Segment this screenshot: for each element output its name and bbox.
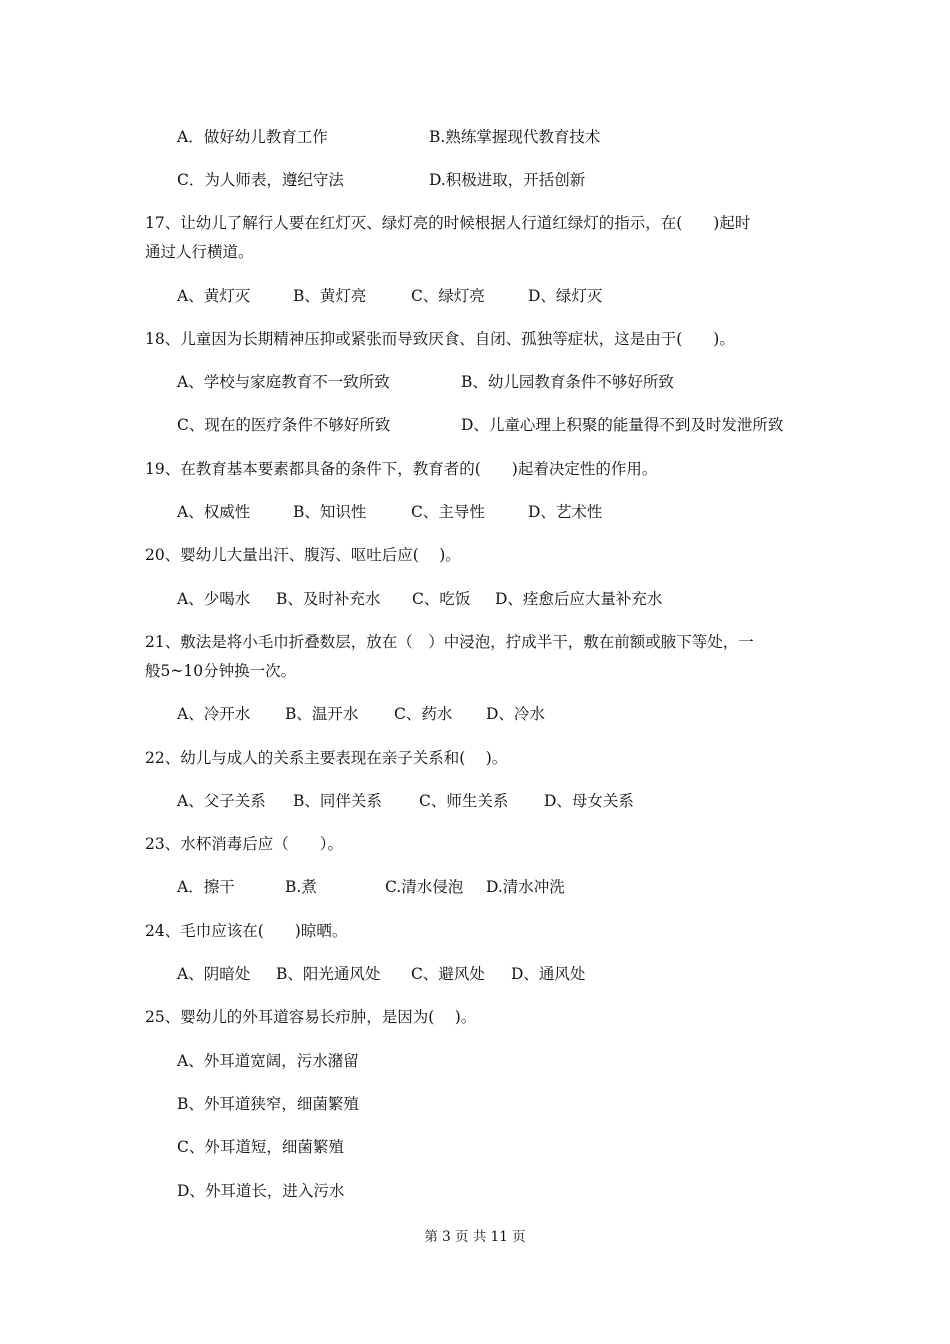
q25-option-c: C、外耳道短，细菌繁殖: [177, 1138, 344, 1156]
q25-option-b: B、外耳道狭窄，细菌繁殖: [177, 1095, 359, 1113]
q19-text: 19、在教育基本要素都具备的条件下，教育者的( )起着决定性的作用。: [145, 460, 658, 478]
q20-option-b: B、及时补充水: [276, 590, 381, 608]
q24-option-c: C、避风处: [411, 965, 485, 983]
q20-text: 20、婴幼儿大量出汗、腹泻、呕吐后应( )。: [145, 546, 461, 564]
q21-option-c: C、药水: [394, 705, 453, 723]
q22-text: 22、幼儿与成人的关系主要表现在亲子关系和( )。: [145, 749, 508, 767]
q20-option-d: D、痊愈后应大量补充水: [495, 590, 663, 608]
q24-text: 24、毛巾应该在( )晾晒。: [145, 922, 348, 940]
q23-option-c: C.清水侵泡: [385, 878, 464, 896]
q21-option-b: B、温开水: [285, 705, 359, 723]
q24-option-a: A、阴暗处: [177, 965, 251, 983]
q21-text-line-2: 般5~10分钟换一次。: [145, 662, 297, 680]
q18-option-c: C、现在的医疗条件不够好所致: [177, 416, 391, 434]
q21-text-line-1: 21、敷法是将小毛巾折叠数层，放在（ ）中浸泡，拧成半干，敷在前额或腋下等处，一: [145, 633, 754, 651]
q23-option-b: B.煮: [285, 878, 317, 896]
q21-option-a: A、冷开水: [177, 705, 251, 723]
q19-option-a: A、权威性: [177, 503, 251, 521]
q23-text: 23、水杯消毒后应（ ）。: [145, 835, 343, 853]
q23-option-d: D.清水冲洗: [486, 878, 565, 896]
q22-option-c: C、师生关系: [419, 792, 509, 810]
q22-option-a: A、父子关系: [177, 792, 266, 810]
q16-option-a: A．做好幼儿教育工作: [177, 128, 328, 146]
q18-option-b: B、幼儿园教育条件不够好所致: [461, 373, 674, 391]
q22-option-d: D、母女关系: [544, 792, 634, 810]
q20-option-c: C、吃饭: [412, 590, 471, 608]
page-number: 第 3 页 共 11 页: [424, 1229, 526, 1245]
q16-option-c: C．为人师表，遵纪守法: [177, 171, 344, 189]
q22-option-b: B、同伴关系: [293, 792, 382, 810]
q19-option-b: B、知识性: [293, 503, 367, 521]
q21-option-d: D、冷水: [486, 705, 545, 723]
q16-option-d: D.积极进取，开括创新: [429, 171, 586, 189]
q20-option-a: A、少喝水: [177, 590, 251, 608]
q23-option-a: A．擦干: [177, 878, 235, 896]
q17-text-line-1: 17、让幼儿了解行人要在红灯灭、绿灯亮的时候根据人行道红绿灯的指示，在( )起时: [145, 214, 751, 232]
q25-text: 25、婴幼儿的外耳道容易长疖肿，是因为( )。: [145, 1008, 477, 1026]
q24-option-b: B、阳光通风处: [276, 965, 381, 983]
q17-option-b: B、黄灯亮: [293, 287, 367, 305]
q17-option-a: A、黄灯灭: [177, 287, 251, 305]
q18-option-a: A、学校与家庭教育不一致所致: [177, 373, 390, 391]
q17-option-d: D、绿灯灭: [528, 287, 603, 305]
q19-option-d: D、艺术性: [528, 503, 603, 521]
q25-option-a: A、外耳道宽阔，污水潴留: [177, 1052, 359, 1070]
q25-option-d: D、外耳道长，进入污水: [177, 1182, 345, 1200]
q18-text: 18、儿童因为长期精神压抑或紧张而导致厌食、自闭、孤独等症状，这是由于( )。: [145, 330, 735, 348]
q18-option-d: D、儿童心理上积聚的能量得不到及时发泄所致: [461, 416, 784, 434]
q19-option-c: C、主导性: [411, 503, 485, 521]
q17-text-line-2: 通过人行横道。: [145, 243, 254, 261]
q17-option-c: C、绿灯亮: [411, 287, 485, 305]
q24-option-d: D、通风处: [511, 965, 586, 983]
q16-option-b: B.熟练掌握现代教育技术: [429, 128, 601, 146]
